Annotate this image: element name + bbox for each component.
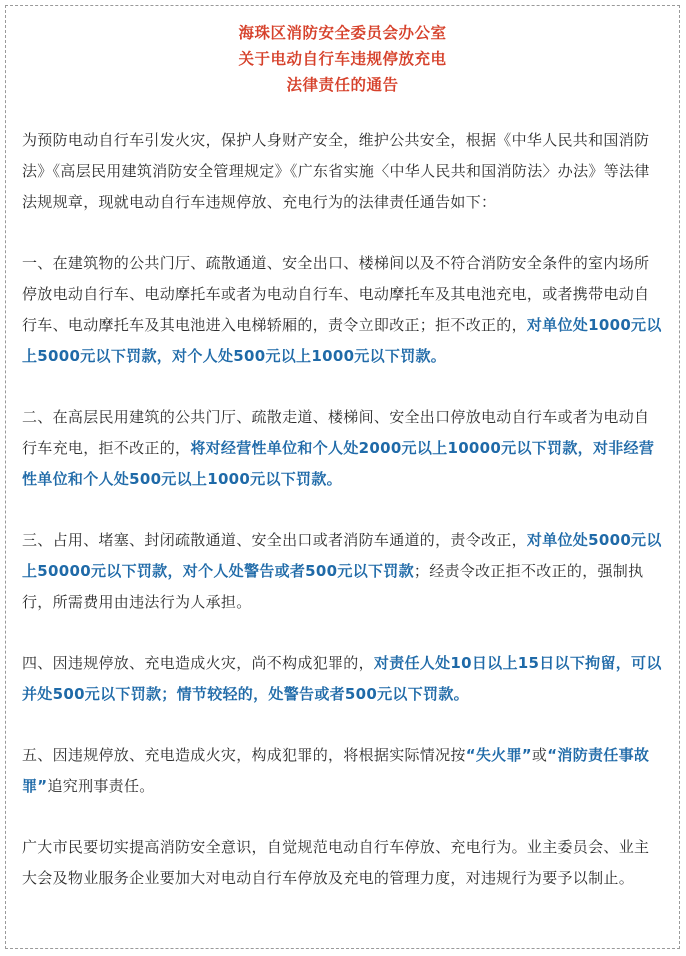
intro-paragraph: 为预防电动自行车引发火灾，保护人身财产安全，维护公共安全，根据《中华人民共和国消防法》《高层民用建筑消防安全管理规定》《广东省实施〈中华人民共和国消防法〉办法》等法律法规规章，现就电动自行车违规停放、充电行为的法律责任通告如下： (22, 131, 650, 211)
clause-3 (22, 525, 663, 618)
clause-4-text: 四、因违规停放、充电造成火灾，尚不构成犯罪的， (22, 654, 374, 672)
crime-name-arson: “失火罪” (465, 746, 532, 764)
clause-3-tail: ；经责令改正拒不改正的，强制执行，所需费用由违法行为人承担。 (22, 562, 644, 611)
clause-4 (22, 648, 663, 710)
title-line-3: 法律责任的通告 (286, 76, 399, 94)
clause-5-text: 五、因违规停放、充电造成火灾，构成犯罪的，将根据实际情况按 (22, 746, 466, 764)
clause-3-text: 三、占用、堵塞、封闭疏散通道、安全出口或者消防车通道的，责令改正， (22, 531, 527, 549)
clause-1-text: 一、在建筑物的公共门厅、疏散通道、安全出口、楼梯间以及不符合消防安全条件的室内场所停放电动自行车、电动摩托车或者为电动自行车、电动摩托车及其电池充电，或者携带电动自行车、电动摩托车及其电池进入电梯轿厢的，责令立即改正；拒不改正的， (22, 254, 650, 334)
notice-container (5, 5, 680, 949)
clause-3-penalty: 对单位处5000元以上50000元以下罚款，对个人处警告或者500元以下罚款 (22, 531, 662, 580)
crime-name-fire-liability: “消防责任事故罪” (22, 746, 650, 795)
clause-5 (22, 740, 663, 802)
title-line-1: 海珠区消防安全委员会办公室 (238, 24, 447, 42)
clause-5-tail: 追究刑事责任。 (47, 777, 155, 795)
notice-title (22, 20, 663, 98)
clause-4-penalty: 对责任人处10日以上15日以下拘留，可以并处500元以下罚款；情节较轻的，处警告或者500元以下罚款。 (22, 654, 662, 703)
clause-1 (22, 248, 663, 372)
clause-1-penalty: 对单位处1000元以上5000元以下罚款，对个人处500元以上1000元以下罚款。 (22, 316, 662, 365)
closing-paragraph: 广大市民要切实提高消防安全意识，自觉规范电动自行车停放、充电行为。业主委员会、业主大会及物业服务企业要加大对电动自行车停放及充电的管理力度，对违规行为要予以制止。 (22, 838, 650, 887)
clause-2-penalty: 将对经营性单位和个人处2000元以上10000元以下罚款，对非经营性单位和个人处500元以上1000元以下罚款。 (22, 439, 655, 488)
title-line-2: 关于电动自行车违规停放充电 (238, 50, 447, 68)
clause-5-connector: 或 (531, 746, 548, 764)
clause-2-text: 二、在高层民用建筑的公共门厅、疏散走道、楼梯间、安全出口停放电动自行车或者为电动自行车充电，拒不改正的， (22, 408, 650, 457)
clause-2 (22, 402, 663, 495)
